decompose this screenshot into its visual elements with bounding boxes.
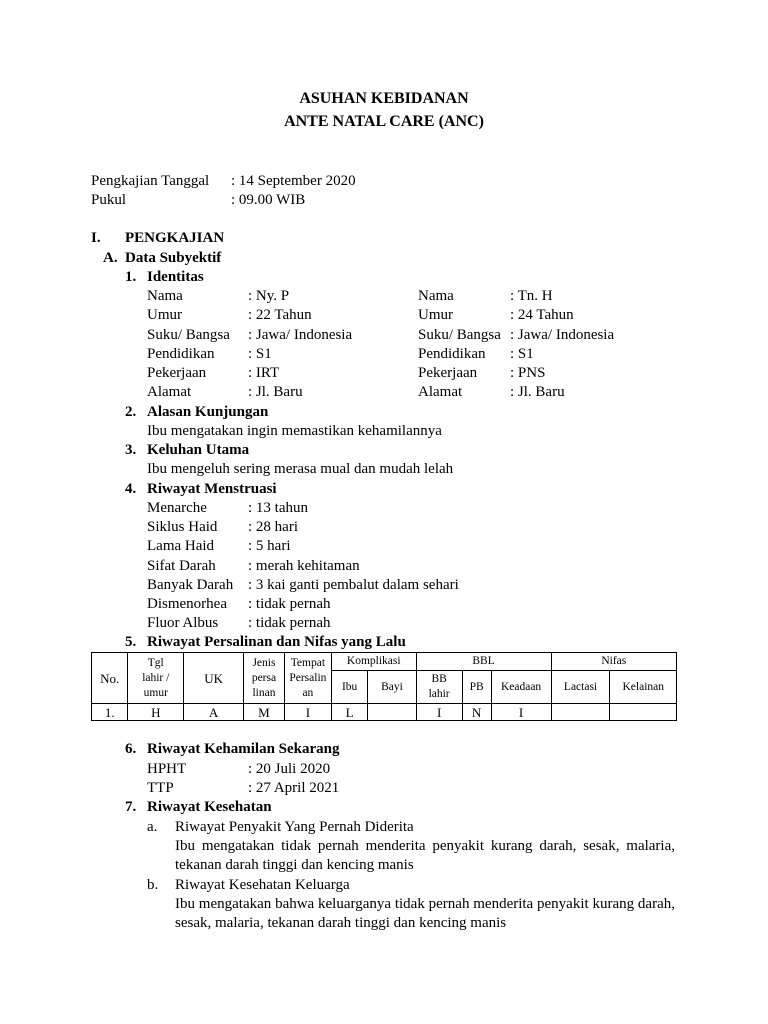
field-value: : tidak pernah	[248, 615, 331, 631]
field-value: : PNS	[510, 365, 546, 381]
field-value: : 24 Tahun	[510, 307, 574, 323]
item-number: 3.	[125, 442, 137, 458]
penyakit-heading: Riwayat Penyakit Yang Pernah Diderita	[175, 819, 414, 835]
alasan-text: Ibu mengatakan ingin memastikan kehamilannya	[147, 423, 442, 439]
field-value: : 22 Tahun	[248, 307, 312, 323]
header-cell-kelainan: Kelainan	[610, 671, 677, 704]
header-cell-komplikasi: Komplikasi	[331, 653, 416, 671]
table-cell: A	[184, 704, 244, 721]
keluhan-heading: Keluhan Utama	[147, 442, 250, 458]
field-value: : Jl. Baru	[248, 384, 303, 400]
field-value: : Ny. P	[248, 288, 290, 304]
field-value: : 28 hari	[248, 519, 298, 535]
item-number: 5.	[125, 634, 137, 650]
field-label: Banyak Darah	[147, 577, 234, 593]
table-row	[92, 704, 677, 721]
field-value: : Tn. H	[510, 288, 553, 304]
item-number: 6.	[125, 741, 137, 757]
date-label: Pengkajian Tanggal	[91, 173, 210, 189]
table-cell: M	[244, 704, 285, 721]
field-label: Sifat Darah	[147, 558, 216, 574]
field-value: : Jl. Baru	[510, 384, 565, 400]
identitas-heading: Identitas	[147, 269, 204, 285]
field-label: Alamat	[418, 384, 463, 400]
header-cell-no: No.	[92, 653, 128, 704]
table-cell	[610, 704, 677, 721]
field-label: Nama	[147, 288, 183, 304]
field-label: Pekerjaan	[418, 365, 478, 381]
alasan-heading: Alasan Kunjungan	[147, 404, 269, 420]
field-label: HPHT	[147, 761, 187, 777]
header-cell-bayi: Bayi	[368, 671, 416, 704]
subsection-a-title: Data Subyektif	[125, 250, 222, 266]
table-cell: H	[128, 704, 184, 721]
document-title-line1: ASUHAN KEBIDANAN	[299, 90, 469, 107]
field-label: Alamat	[147, 384, 192, 400]
field-value: : 13 tahun	[248, 500, 308, 516]
header-cell-jenis: Jenis persa linan	[244, 653, 285, 704]
time-label: Pukul	[91, 192, 127, 208]
header-cell-laktasi: Lactasi	[551, 671, 610, 704]
header-cell-bbl: BBL	[416, 653, 551, 671]
field-label: TTP	[147, 780, 174, 796]
kehamilan-heading: Riwayat Kehamilan Sekarang	[147, 741, 340, 757]
field-label: Menarche	[147, 500, 207, 516]
table-cell: I	[416, 704, 462, 721]
table-cell: I	[491, 704, 551, 721]
field-label: Lama Haid	[147, 538, 215, 554]
keluarga-text: Ibu mengatakan bahwa keluarganya tidak pernah menderita penyakit kurang darah, sesak, malaria, tekanan darah tinggi dan kencing manis	[175, 896, 675, 931]
item-number: 4.	[125, 481, 137, 497]
keluhan-text: Ibu mengeluh sering merasa mual dan mudah lelah	[147, 461, 454, 477]
field-label: Nama	[418, 288, 454, 304]
subsection-a-letter: A.	[103, 250, 118, 266]
item-number: 7.	[125, 799, 137, 815]
field-value: : IRT	[248, 365, 280, 381]
header-cell-ibu: Ibu	[331, 671, 367, 704]
table-cell: L	[331, 704, 367, 721]
field-value: : Jawa/ Indonesia	[248, 327, 353, 343]
field-label: Pendidikan	[418, 346, 486, 362]
section-number: I.	[91, 230, 101, 246]
persalinan-heading: Riwayat Persalinan dan Nifas yang Lalu	[147, 634, 406, 650]
field-value: : merah kehitaman	[248, 558, 360, 574]
sub-item-letter: a.	[147, 819, 158, 835]
header-cell-nifas: Nifas	[551, 653, 676, 671]
document-title-line2: ANTE NATAL CARE (ANC)	[284, 113, 484, 130]
sub-item-letter: b.	[147, 877, 159, 893]
header-cell-pb: PB	[462, 671, 491, 704]
field-label: Suku/ Bangsa	[147, 327, 230, 343]
table-cell: N	[462, 704, 491, 721]
field-value: : Jawa/ Indonesia	[510, 327, 615, 343]
field-label: Dismenorhea	[147, 596, 227, 612]
header-cell-uk: UK	[184, 653, 244, 704]
date-value: : 14 September 2020	[231, 173, 356, 189]
time-value: : 09.00 WIB	[231, 192, 306, 208]
table-cell	[368, 704, 416, 721]
table-cell	[551, 704, 610, 721]
field-value: : tidak pernah	[248, 596, 331, 612]
table-cell: 1.	[92, 704, 128, 721]
header-cell-tgl: Tgl lahir / umur	[128, 653, 184, 704]
item-number: 1.	[125, 269, 137, 285]
field-value: : 20 Juli 2020	[248, 761, 331, 777]
persalinan-table	[91, 652, 677, 721]
section-title: PENGKAJIAN	[125, 230, 225, 246]
header-cell-bb: BB lahir	[416, 671, 462, 704]
item-number: 2.	[125, 404, 137, 420]
field-label: Umur	[418, 307, 453, 323]
field-label: Umur	[147, 307, 182, 323]
table-cell: I	[284, 704, 331, 721]
field-value: : 5 hari	[248, 538, 291, 554]
field-label: Siklus Haid	[147, 519, 218, 535]
menstruasi-heading: Riwayat Menstruasi	[147, 481, 277, 497]
header-cell-tempat: Tempat Persalin an	[284, 653, 331, 704]
field-value: : S1	[248, 346, 272, 362]
field-value: : 3 kai ganti pembalut dalam sehari	[248, 577, 459, 593]
field-value: : S1	[510, 346, 534, 362]
field-label: Fluor Albus	[147, 615, 219, 631]
field-label: Pekerjaan	[147, 365, 207, 381]
keluarga-heading: Riwayat Kesehatan Keluarga	[175, 877, 350, 893]
kesehatan-heading: Riwayat Kesehatan	[147, 799, 272, 815]
penyakit-text: Ibu mengatakan tidak pernah menderita penyakit kurang darah, sesak, malaria, tekanan darah tinggi dan kencing manis	[175, 838, 675, 873]
header-cell-keadaan: Keadaan	[491, 671, 551, 704]
field-label: Suku/ Bangsa	[418, 327, 501, 343]
field-label: Pendidikan	[147, 346, 215, 362]
field-value: : 27 April 2021	[248, 780, 340, 796]
